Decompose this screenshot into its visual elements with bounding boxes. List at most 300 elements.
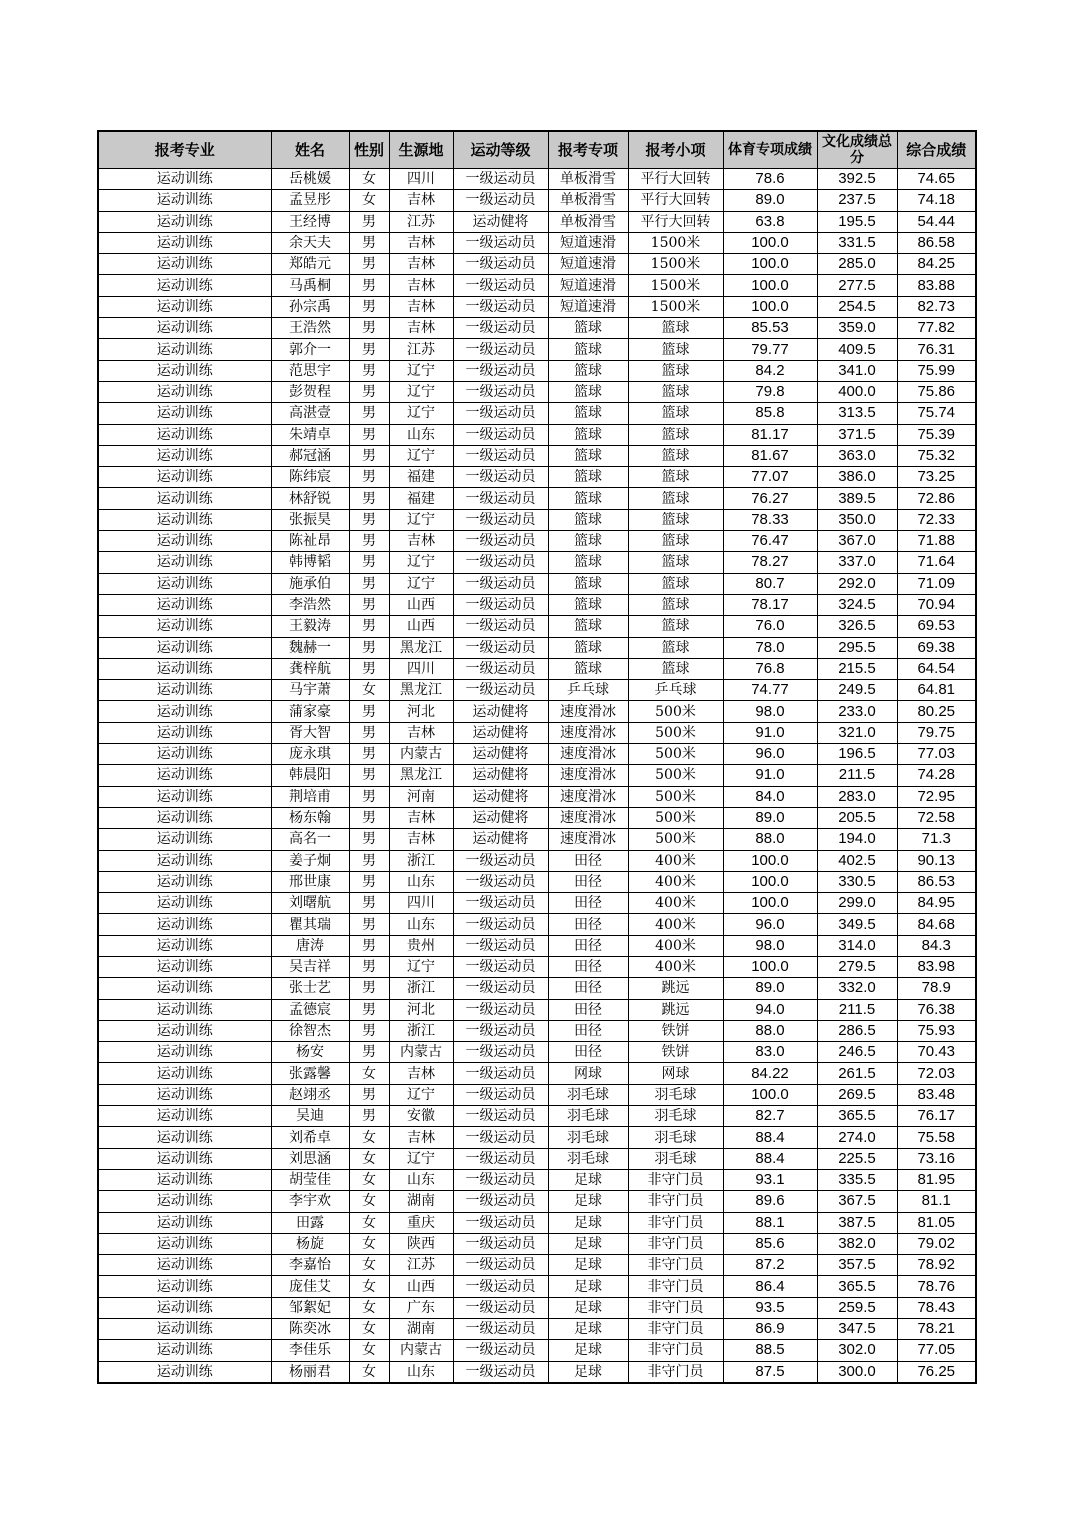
table-row	[98, 850, 976, 871]
cell-gender: 男	[349, 616, 389, 637]
cell-culture-score: 246.5	[817, 1042, 897, 1063]
cell-origin: 吉林	[389, 190, 453, 211]
cell-gender: 男	[349, 467, 389, 488]
header-sport: 报考专项	[548, 131, 628, 169]
cell-origin: 吉林	[389, 275, 453, 296]
cell-culture-score: 196.5	[817, 744, 897, 765]
cell-major: 运动训练	[98, 573, 271, 594]
cell-sport-score: 100.0	[723, 254, 817, 275]
cell-name: 张露馨	[271, 1063, 349, 1084]
cell-event: 500米	[628, 701, 723, 722]
table-row	[98, 765, 976, 786]
cell-total-score: 71.88	[897, 531, 976, 552]
header-total-score: 综合成绩	[897, 131, 976, 169]
cell-sport-score: 89.0	[723, 190, 817, 211]
cell-culture-score: 300.0	[817, 1361, 897, 1383]
cell-name: 郑皓元	[271, 254, 349, 275]
cell-origin: 吉林	[389, 232, 453, 253]
table-row	[98, 594, 976, 615]
table-row	[98, 403, 976, 424]
cell-major: 运动训练	[98, 1127, 271, 1148]
cell-gender: 男	[349, 488, 389, 509]
cell-origin: 吉林	[389, 829, 453, 850]
table-row	[98, 552, 976, 573]
table-row	[98, 488, 976, 509]
cell-gender: 男	[349, 701, 389, 722]
cell-name: 胥大智	[271, 722, 349, 743]
cell-major: 运动训练	[98, 893, 271, 914]
cell-culture-score: 237.5	[817, 190, 897, 211]
header-gender: 性别	[349, 131, 389, 169]
cell-origin: 辽宁	[389, 573, 453, 594]
cell-total-score: 69.38	[897, 637, 976, 658]
cell-culture-score: 261.5	[817, 1063, 897, 1084]
cell-event: 羽毛球	[628, 1084, 723, 1105]
cell-name: 吴迪	[271, 1106, 349, 1127]
cell-athlete-level: 一级运动员	[453, 403, 548, 424]
cell-sport: 篮球	[548, 552, 628, 573]
cell-sport: 田径	[548, 999, 628, 1020]
cell-event: 非守门员	[628, 1361, 723, 1383]
cell-gender: 男	[349, 211, 389, 232]
table-row	[98, 1276, 976, 1297]
cell-sport: 田径	[548, 956, 628, 977]
cell-athlete-level: 一级运动员	[453, 467, 548, 488]
cell-origin: 福建	[389, 467, 453, 488]
cell-sport: 田径	[548, 978, 628, 999]
cell-culture-score: 211.5	[817, 765, 897, 786]
cell-major: 运动训练	[98, 1148, 271, 1169]
cell-event: 非守门员	[628, 1276, 723, 1297]
cell-athlete-level: 一级运动员	[453, 1020, 548, 1041]
cell-origin: 吉林	[389, 1127, 453, 1148]
cell-culture-score: 402.5	[817, 850, 897, 871]
cell-event: 乒乓球	[628, 680, 723, 701]
table-row	[98, 190, 976, 211]
cell-sport-score: 81.17	[723, 424, 817, 445]
cell-major: 运动训练	[98, 956, 271, 977]
cell-event: 篮球	[628, 318, 723, 339]
cell-name: 刘思涵	[271, 1148, 349, 1169]
cell-origin: 吉林	[389, 722, 453, 743]
cell-event: 篮球	[628, 424, 723, 445]
cell-major: 运动训练	[98, 1063, 271, 1084]
cell-name: 赵翊丞	[271, 1084, 349, 1105]
cell-culture-score: 349.5	[817, 914, 897, 935]
cell-sport-score: 93.1	[723, 1169, 817, 1190]
table-row	[98, 424, 976, 445]
cell-total-score: 71.09	[897, 573, 976, 594]
cell-gender: 女	[349, 169, 389, 190]
cell-sport: 篮球	[548, 424, 628, 445]
cell-origin: 四川	[389, 169, 453, 190]
cell-sport: 单板滑雪	[548, 211, 628, 232]
table-row	[98, 531, 976, 552]
cell-gender: 女	[349, 1276, 389, 1297]
cell-event: 400米	[628, 850, 723, 871]
cell-sport: 速度滑冰	[548, 829, 628, 850]
cell-event: 网球	[628, 1063, 723, 1084]
cell-total-score: 64.81	[897, 680, 976, 701]
cell-sport-score: 98.0	[723, 935, 817, 956]
cell-sport-score: 74.77	[723, 680, 817, 701]
cell-origin: 重庆	[389, 1212, 453, 1233]
cell-culture-score: 359.0	[817, 318, 897, 339]
cell-sport-score: 88.5	[723, 1340, 817, 1361]
cell-sport: 田径	[548, 1020, 628, 1041]
table-row	[98, 701, 976, 722]
cell-culture-score: 324.5	[817, 594, 897, 615]
cell-gender: 男	[349, 360, 389, 381]
cell-sport-score: 94.0	[723, 999, 817, 1020]
cell-total-score: 54.44	[897, 211, 976, 232]
cell-sport-score: 78.0	[723, 637, 817, 658]
cell-sport-score: 100.0	[723, 956, 817, 977]
cell-athlete-level: 运动健将	[453, 211, 548, 232]
cell-sport: 速度滑冰	[548, 786, 628, 807]
cell-event: 平行大回转	[628, 190, 723, 211]
cell-event: 篮球	[628, 616, 723, 637]
cell-origin: 广东	[389, 1297, 453, 1318]
cell-sport-score: 85.8	[723, 403, 817, 424]
cell-name: 马宇萧	[271, 680, 349, 701]
cell-culture-score: 277.5	[817, 275, 897, 296]
cell-gender: 男	[349, 829, 389, 850]
cell-gender: 男	[349, 914, 389, 935]
cell-event: 1500米	[628, 232, 723, 253]
header-major: 报考专业	[98, 131, 271, 169]
cell-gender: 男	[349, 786, 389, 807]
cell-gender: 男	[349, 807, 389, 828]
cell-gender: 男	[349, 1084, 389, 1105]
cell-athlete-level: 一级运动员	[453, 190, 548, 211]
cell-major: 运动训练	[98, 744, 271, 765]
cell-event: 篮球	[628, 360, 723, 381]
table-row	[98, 722, 976, 743]
cell-gender: 女	[349, 1212, 389, 1233]
cell-origin: 辽宁	[389, 956, 453, 977]
cell-name: 瞿其瑞	[271, 914, 349, 935]
cell-athlete-level: 一级运动员	[453, 893, 548, 914]
cell-name: 孙宗禹	[271, 296, 349, 317]
cell-origin: 吉林	[389, 1063, 453, 1084]
cell-gender: 女	[349, 190, 389, 211]
cell-gender: 男	[349, 232, 389, 253]
cell-athlete-level: 一级运动员	[453, 573, 548, 594]
cell-culture-score: 386.0	[817, 467, 897, 488]
cell-culture-score: 254.5	[817, 296, 897, 317]
cell-origin: 辽宁	[389, 381, 453, 402]
cell-athlete-level: 一级运动员	[453, 424, 548, 445]
cell-sport: 短道速滑	[548, 232, 628, 253]
cell-major: 运动训练	[98, 1020, 271, 1041]
cell-name: 范思宇	[271, 360, 349, 381]
cell-total-score: 83.88	[897, 275, 976, 296]
cell-event: 篮球	[628, 637, 723, 658]
cell-name: 徐智杰	[271, 1020, 349, 1041]
cell-sport: 足球	[548, 1169, 628, 1190]
table-row	[98, 956, 976, 977]
cell-origin: 河北	[389, 701, 453, 722]
cell-event: 篮球	[628, 403, 723, 424]
cell-athlete-level: 运动健将	[453, 744, 548, 765]
cell-event: 500米	[628, 829, 723, 850]
cell-event: 非守门员	[628, 1169, 723, 1190]
cell-sport-score: 91.0	[723, 722, 817, 743]
cell-athlete-level: 一级运动员	[453, 1127, 548, 1148]
cell-total-score: 86.53	[897, 871, 976, 892]
cell-total-score: 72.95	[897, 786, 976, 807]
cell-sport-score: 63.8	[723, 211, 817, 232]
cell-sport-score: 79.77	[723, 339, 817, 360]
cell-major: 运动训练	[98, 488, 271, 509]
cell-event: 500米	[628, 722, 723, 743]
cell-sport: 田径	[548, 935, 628, 956]
cell-gender: 男	[349, 850, 389, 871]
cell-athlete-level: 一级运动员	[453, 978, 548, 999]
cell-event: 非守门员	[628, 1255, 723, 1276]
cell-total-score: 72.86	[897, 488, 976, 509]
cell-culture-score: 233.0	[817, 701, 897, 722]
cell-gender: 女	[349, 1148, 389, 1169]
cell-athlete-level: 一级运动员	[453, 296, 548, 317]
cell-major: 运动训练	[98, 509, 271, 530]
cell-event: 篮球	[628, 531, 723, 552]
cell-name: 彭贺程	[271, 381, 349, 402]
cell-major: 运动训练	[98, 296, 271, 317]
cell-origin: 山西	[389, 1276, 453, 1297]
cell-origin: 福建	[389, 488, 453, 509]
cell-origin: 湖南	[389, 1191, 453, 1212]
cell-culture-score: 400.0	[817, 381, 897, 402]
cell-total-score: 84.95	[897, 893, 976, 914]
cell-total-score: 81.1	[897, 1191, 976, 1212]
cell-origin: 内蒙古	[389, 1042, 453, 1063]
cell-culture-score: 194.0	[817, 829, 897, 850]
cell-sport: 速度滑冰	[548, 722, 628, 743]
cell-gender: 男	[349, 871, 389, 892]
cell-sport-score: 85.6	[723, 1233, 817, 1254]
cell-name: 孟德宸	[271, 999, 349, 1020]
table-row	[98, 467, 976, 488]
table-row	[98, 807, 976, 828]
cell-gender: 男	[349, 552, 389, 573]
cell-origin: 江苏	[389, 1255, 453, 1276]
cell-major: 运动训练	[98, 1106, 271, 1127]
cell-total-score: 73.16	[897, 1148, 976, 1169]
cell-major: 运动训练	[98, 1361, 271, 1383]
cell-gender: 女	[349, 1233, 389, 1254]
cell-athlete-level: 一级运动员	[453, 531, 548, 552]
cell-sport: 短道速滑	[548, 254, 628, 275]
cell-name: 郭介一	[271, 339, 349, 360]
header-origin: 生源地	[389, 131, 453, 169]
cell-event: 铁饼	[628, 1020, 723, 1041]
cell-athlete-level: 一级运动员	[453, 275, 548, 296]
cell-sport: 足球	[548, 1361, 628, 1383]
table-row	[98, 381, 976, 402]
cell-name: 施承伯	[271, 573, 349, 594]
cell-total-score: 82.73	[897, 296, 976, 317]
cell-culture-score: 387.5	[817, 1212, 897, 1233]
cell-culture-score: 330.5	[817, 871, 897, 892]
table-row	[98, 1233, 976, 1254]
cell-sport: 田径	[548, 871, 628, 892]
cell-name: 韩博韬	[271, 552, 349, 573]
cell-culture-score: 215.5	[817, 658, 897, 679]
cell-total-score: 78.43	[897, 1297, 976, 1318]
cell-event: 非守门员	[628, 1191, 723, 1212]
cell-sport-score: 81.67	[723, 445, 817, 466]
cell-sport: 羽毛球	[548, 1127, 628, 1148]
cell-major: 运动训练	[98, 658, 271, 679]
cell-total-score: 84.3	[897, 935, 976, 956]
cell-culture-score: 357.5	[817, 1255, 897, 1276]
cell-culture-score: 365.5	[817, 1276, 897, 1297]
cell-total-score: 90.13	[897, 850, 976, 871]
table-row	[98, 914, 976, 935]
cell-sport-score: 76.27	[723, 488, 817, 509]
cell-origin: 辽宁	[389, 552, 453, 573]
cell-origin: 山东	[389, 914, 453, 935]
cell-gender: 男	[349, 1042, 389, 1063]
cell-culture-score: 274.0	[817, 1127, 897, 1148]
cell-sport: 篮球	[548, 403, 628, 424]
cell-major: 运动训练	[98, 381, 271, 402]
cell-athlete-level: 一级运动员	[453, 1212, 548, 1233]
cell-name: 朱靖卓	[271, 424, 349, 445]
cell-total-score: 79.75	[897, 722, 976, 743]
cell-gender: 男	[349, 318, 389, 339]
cell-sport-score: 100.0	[723, 275, 817, 296]
cell-major: 运动训练	[98, 1212, 271, 1233]
cell-event: 500米	[628, 807, 723, 828]
cell-event: 篮球	[628, 658, 723, 679]
cell-gender: 女	[349, 1255, 389, 1276]
header-culture-score: 文化成绩总分	[817, 131, 897, 169]
cell-sport: 篮球	[548, 531, 628, 552]
cell-athlete-level: 一级运动员	[453, 552, 548, 573]
cell-major: 运动训练	[98, 169, 271, 190]
cell-event: 400米	[628, 893, 723, 914]
cell-name: 张振昊	[271, 509, 349, 530]
cell-event: 500米	[628, 744, 723, 765]
cell-culture-score: 332.0	[817, 978, 897, 999]
cell-gender: 女	[349, 1063, 389, 1084]
cell-sport: 篮球	[548, 509, 628, 530]
table-row	[98, 786, 976, 807]
cell-name: 杨东翰	[271, 807, 349, 828]
table-row	[98, 658, 976, 679]
cell-major: 运动训练	[98, 318, 271, 339]
cell-name: 孟昱彤	[271, 190, 349, 211]
cell-origin: 辽宁	[389, 360, 453, 381]
cell-event: 跳远	[628, 978, 723, 999]
cell-origin: 河北	[389, 999, 453, 1020]
cell-name: 田露	[271, 1212, 349, 1233]
cell-event: 跳远	[628, 999, 723, 1020]
cell-major: 运动训练	[98, 445, 271, 466]
cell-athlete-level: 一级运动员	[453, 1233, 548, 1254]
table-row	[98, 318, 976, 339]
cell-name: 邢世康	[271, 871, 349, 892]
cell-event: 平行大回转	[628, 169, 723, 190]
cell-major: 运动训练	[98, 978, 271, 999]
cell-athlete-level: 一级运动员	[453, 999, 548, 1020]
cell-sport-score: 98.0	[723, 701, 817, 722]
cell-gender: 男	[349, 722, 389, 743]
cell-sport-score: 88.0	[723, 829, 817, 850]
cell-event: 篮球	[628, 488, 723, 509]
cell-total-score: 78.21	[897, 1319, 976, 1340]
cell-gender: 女	[349, 1319, 389, 1340]
cell-gender: 男	[349, 744, 389, 765]
cell-origin: 陕西	[389, 1233, 453, 1254]
cell-sport-score: 100.0	[723, 296, 817, 317]
cell-culture-score: 269.5	[817, 1084, 897, 1105]
cell-gender: 男	[349, 999, 389, 1020]
cell-event: 铁饼	[628, 1042, 723, 1063]
cell-origin: 辽宁	[389, 509, 453, 530]
cell-culture-score: 314.0	[817, 935, 897, 956]
cell-total-score: 75.74	[897, 403, 976, 424]
cell-total-score: 73.25	[897, 467, 976, 488]
cell-gender: 男	[349, 509, 389, 530]
cell-major: 运动训练	[98, 829, 271, 850]
cell-total-score: 75.93	[897, 1020, 976, 1041]
cell-total-score: 78.92	[897, 1255, 976, 1276]
cell-gender: 女	[349, 1169, 389, 1190]
cell-sport: 速度滑冰	[548, 765, 628, 786]
cell-sport: 篮球	[548, 658, 628, 679]
cell-culture-score: 392.5	[817, 169, 897, 190]
cell-total-score: 84.68	[897, 914, 976, 935]
header-athlete-level: 运动等级	[453, 131, 548, 169]
cell-name: 李佳乐	[271, 1340, 349, 1361]
cell-major: 运动训练	[98, 616, 271, 637]
cell-total-score: 77.82	[897, 318, 976, 339]
cell-sport: 篮球	[548, 594, 628, 615]
cell-gender: 男	[349, 594, 389, 615]
cell-sport: 足球	[548, 1255, 628, 1276]
cell-sport-score: 84.22	[723, 1063, 817, 1084]
cell-major: 运动训练	[98, 467, 271, 488]
cell-sport-score: 100.0	[723, 893, 817, 914]
table-row	[98, 871, 976, 892]
cell-origin: 吉林	[389, 318, 453, 339]
cell-major: 运动训练	[98, 786, 271, 807]
cell-culture-score: 341.0	[817, 360, 897, 381]
cell-total-score: 69.53	[897, 616, 976, 637]
table-row	[98, 1361, 976, 1383]
cell-sport: 速度滑冰	[548, 807, 628, 828]
cell-athlete-level: 一级运动员	[453, 1297, 548, 1318]
cell-gender: 男	[349, 956, 389, 977]
table-row	[98, 829, 976, 850]
cell-name: 陈祉昂	[271, 531, 349, 552]
cell-event: 篮球	[628, 339, 723, 360]
table-row	[98, 1169, 976, 1190]
cell-gender: 男	[349, 275, 389, 296]
cell-event: 篮球	[628, 467, 723, 488]
table-row	[98, 999, 976, 1020]
header-sport-score: 体育专项成绩	[723, 131, 817, 169]
cell-gender: 男	[349, 1020, 389, 1041]
cell-event: 400米	[628, 914, 723, 935]
cell-culture-score: 249.5	[817, 680, 897, 701]
cell-total-score: 72.33	[897, 509, 976, 530]
cell-culture-score: 347.5	[817, 1319, 897, 1340]
